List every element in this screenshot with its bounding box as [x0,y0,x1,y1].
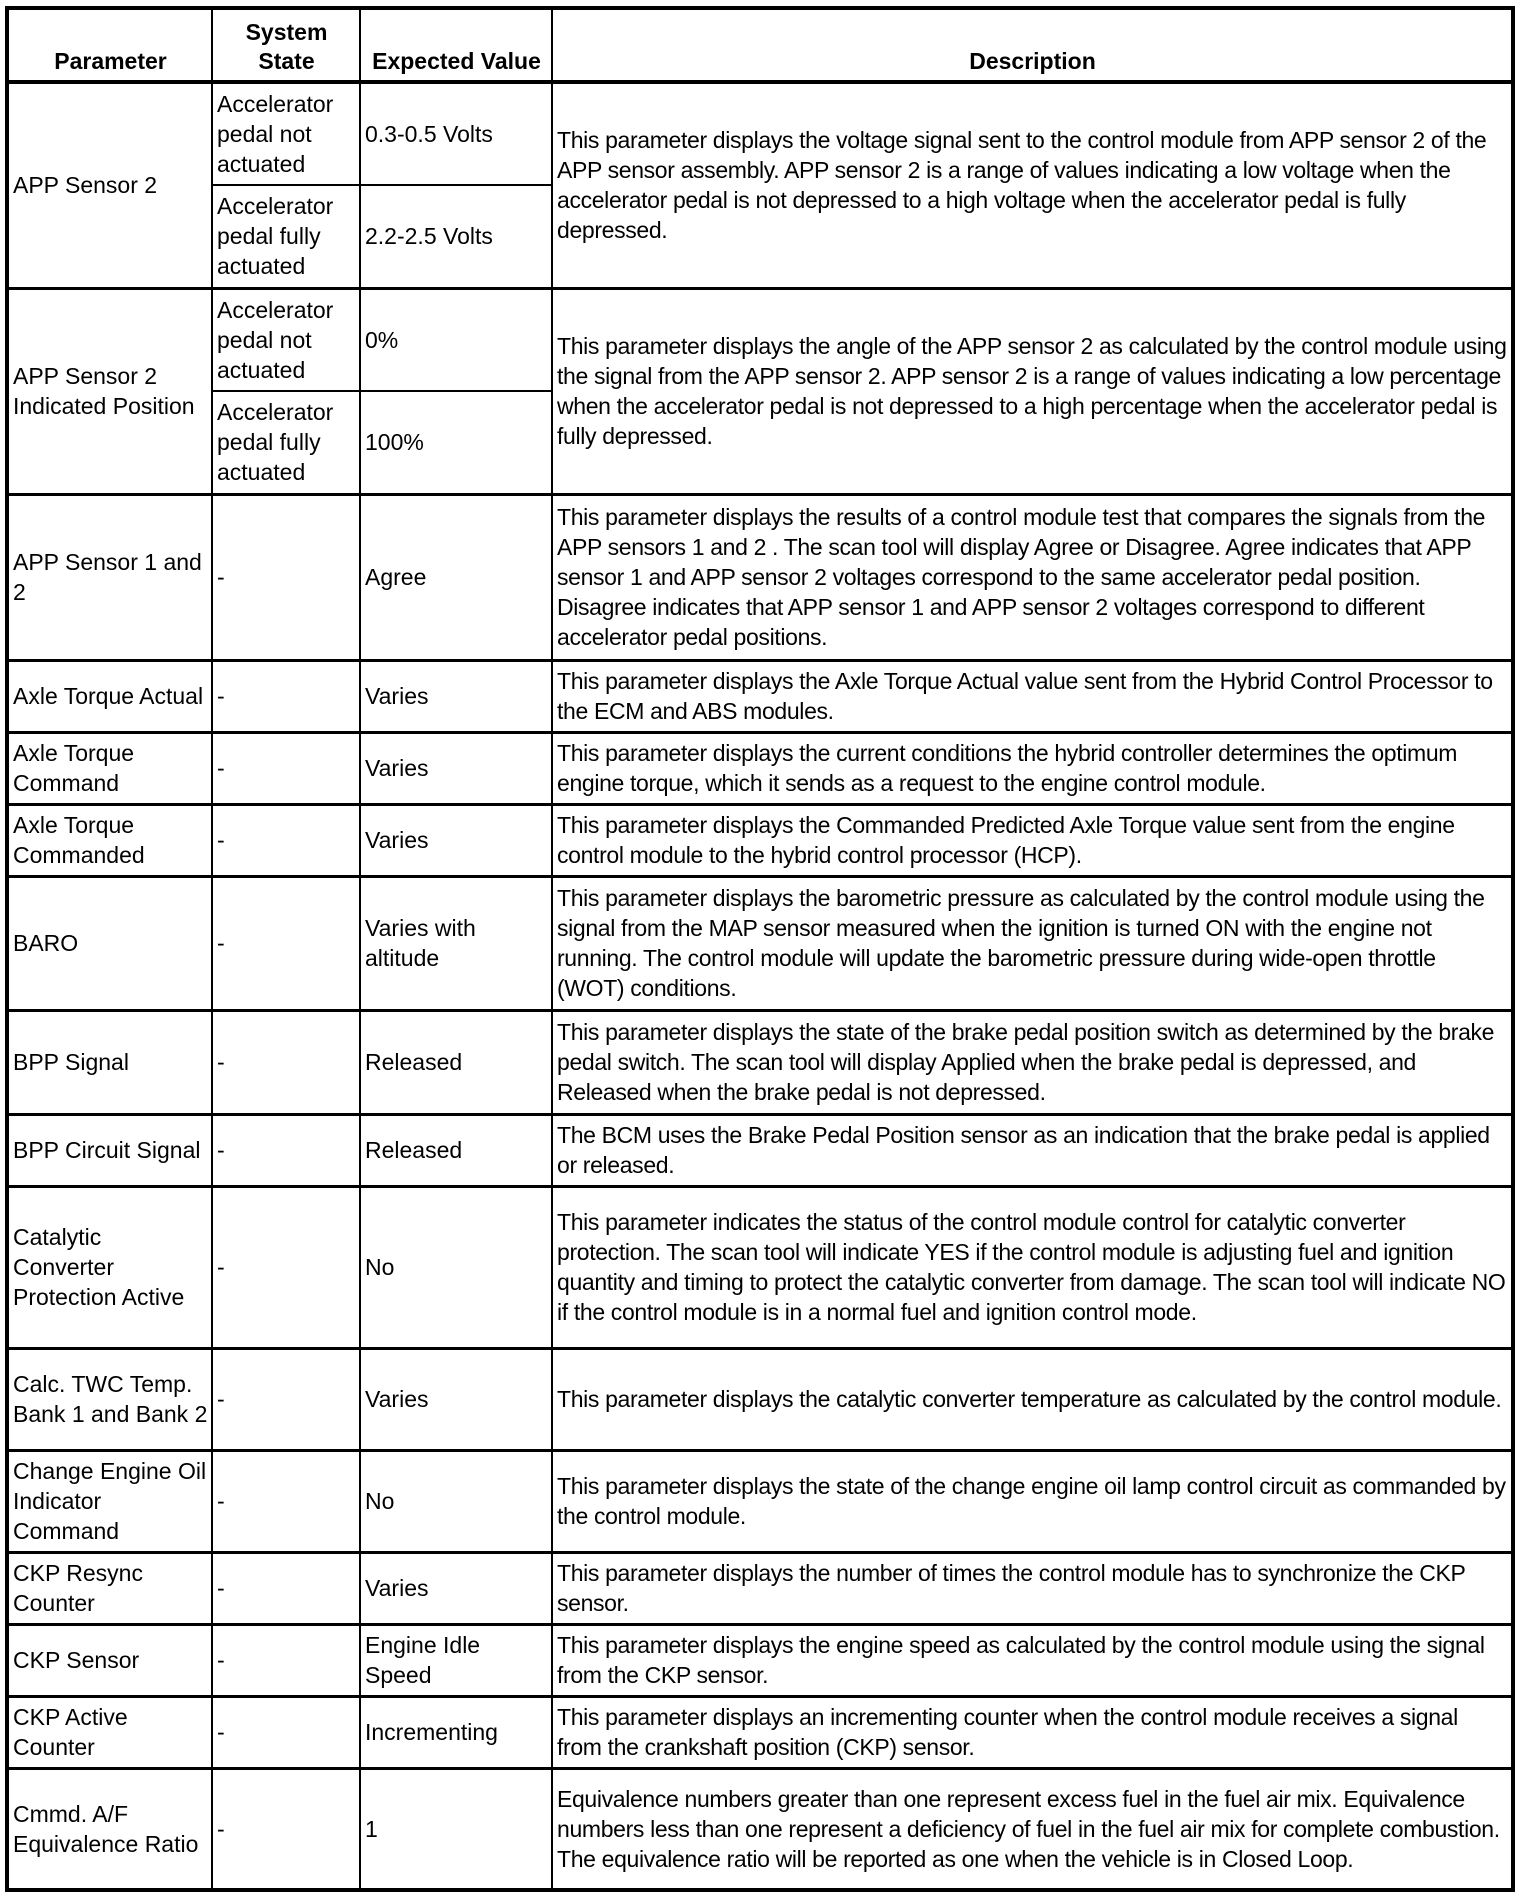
parameter-cell: Catalytic Converter Protection Active [7,1186,212,1348]
parameter-cell: APP Sensor 2 [7,82,212,288]
system-state-cell: - [212,1348,360,1450]
expected-value-cell: 0% [360,288,552,391]
system-state-cell: - [212,1768,360,1890]
table-body [7,82,1513,1890]
table-row [7,82,1513,185]
parameter-table [5,6,1515,1892]
system-state-cell: - [212,1552,360,1624]
parameter-cell: BARO [7,876,212,1010]
system-state-cell: Accelerator pedal fully actuated [212,391,360,494]
system-state-cell: - [212,1450,360,1552]
description-cell: This parameter displays the angle of the APP sensor 2 as calculated by the control module using the signal from the APP sensor 2. APP sensor 2 is a range of values indicating a low percentage when the accelerator pedal is not depressed to a high percentage when the accelerator pedal is fully depressed. [552,288,1513,494]
parameter-cell: Calc. TWC Temp. Bank 1 and Bank 2 [7,1348,212,1450]
expected-value-cell: Released [360,1114,552,1186]
table-row [7,1450,1513,1552]
description-cell: This parameter displays the current conditions the hybrid controller determines the optimum engine torque, which it sends as a request to the engine control module. [552,732,1513,804]
table-row [7,1696,1513,1768]
description-cell: Equivalence numbers greater than one represent excess fuel in the fuel air mix. Equivalence numbers less than one represent a deficiency of fuel in the fuel air mix for complete combustion. The equivalence ratio will be reported as one when the vehicle is in Closed Loop. [552,1768,1513,1890]
expected-value-cell: Varies [360,804,552,876]
parameter-cell: APP Sensor 1 and 2 [7,494,212,660]
expected-value-cell: No [360,1186,552,1348]
description-cell: This parameter displays the catalytic converter temperature as calculated by the control module. [552,1348,1513,1450]
system-state-cell: - [212,876,360,1010]
description-cell: This parameter displays the Axle Torque Actual value sent from the Hybrid Control Processor to the ECM and ABS modules. [552,660,1513,732]
parameter-cell: CKP Active Counter [7,1696,212,1768]
system-state-cell: - [212,494,360,660]
system-state-cell: - [212,1624,360,1696]
table-row [7,1348,1513,1450]
system-state-cell: - [212,1114,360,1186]
description-cell: This parameter displays the voltage signal sent to the control module from APP sensor 2 of the APP sensor assembly. APP sensor 2 is a range of values indicating a low voltage when the accelerator pedal is not depressed to a high voltage when the accelerator pedal is fully depressed. [552,82,1513,288]
parameter-cell: BPP Signal [7,1010,212,1114]
table-row [7,494,1513,660]
table-row [7,1624,1513,1696]
system-state-cell: Accelerator pedal not actuated [212,82,360,185]
header-system-state: System State [212,8,360,82]
table-row [7,1114,1513,1186]
system-state-cell: - [212,660,360,732]
expected-value-cell: Varies [360,660,552,732]
expected-value-cell: Varies [360,732,552,804]
expected-value-cell: 2.2-2.5 Volts [360,185,552,288]
expected-value-cell: Released [360,1010,552,1114]
parameter-cell: Change Engine Oil Indicator Command [7,1450,212,1552]
system-state-cell: - [212,1010,360,1114]
header-row [7,8,1513,82]
table-row [7,804,1513,876]
table-header [7,8,1513,82]
description-cell: This parameter displays the number of times the control module has to synchronize the CKP sensor. [552,1552,1513,1624]
table-row [7,876,1513,1010]
expected-value-cell: Varies with altitude [360,876,552,1010]
system-state-cell: - [212,732,360,804]
system-state-cell: - [212,1186,360,1348]
header-description: Description [552,8,1513,82]
header-expected-value: Expected Value [360,8,552,82]
system-state-cell: Accelerator pedal fully actuated [212,185,360,288]
description-cell: This parameter displays the results of a control module test that compares the signals from the APP sensors 1 and 2 . The scan tool will display Agree or Disagree. Agree indicates that APP sensor 1 and APP sensor 2 voltages correspond to the same accelerator pedal position. Disagree indicates that APP sensor 1 and APP sensor 2 voltages correspond to different accelerator pedal positions. [552,494,1513,660]
parameter-cell: Axle Torque Actual [7,660,212,732]
description-cell: This parameter displays the state of the change engine oil lamp control circuit as commanded by the control module. [552,1450,1513,1552]
parameter-cell: Cmmd. A/F Equivalence Ratio [7,1768,212,1890]
parameter-cell: BPP Circuit Signal [7,1114,212,1186]
table-row [7,1010,1513,1114]
table-row [7,732,1513,804]
description-cell: The BCM uses the Brake Pedal Position sensor as an indication that the brake pedal is applied or released. [552,1114,1513,1186]
parameter-cell: CKP Resync Counter [7,1552,212,1624]
system-state-cell: Accelerator pedal not actuated [212,288,360,391]
expected-value-cell: 100% [360,391,552,494]
expected-value-cell: 0.3-0.5 Volts [360,82,552,185]
description-cell: This parameter indicates the status of the control module control for catalytic converter protection. The scan tool will indicate YES if the control module is adjusting fuel and ignition quantity and timing to protect the catalytic converter from damage. The scan tool will indicate NO if the control module is in a normal fuel and ignition control mode. [552,1186,1513,1348]
description-cell: This parameter displays the barometric pressure as calculated by the control module using the signal from the MAP sensor measured when the ignition is turned ON with the engine not running. The control module will update the barometric pressure during wide-open throttle (WOT) conditions. [552,876,1513,1010]
expected-value-cell: Varies [360,1348,552,1450]
table-row [7,1186,1513,1348]
description-cell: This parameter displays the state of the brake pedal position switch as determined by the brake pedal switch. The scan tool will display Applied when the brake pedal is depressed, and Released when the brake pedal is not depressed. [552,1010,1513,1114]
expected-value-cell: Incrementing [360,1696,552,1768]
table-row [7,1768,1513,1890]
expected-value-cell: Engine Idle Speed [360,1624,552,1696]
description-cell: This parameter displays an incrementing counter when the control module receives a signal from the crankshaft position (CKP) sensor. [552,1696,1513,1768]
parameter-cell: Axle Torque Command [7,732,212,804]
table-row [7,1552,1513,1624]
system-state-cell: - [212,1696,360,1768]
parameter-cell: CKP Sensor [7,1624,212,1696]
description-cell: This parameter displays the engine speed as calculated by the control module using the signal from the CKP sensor. [552,1624,1513,1696]
expected-value-cell: Varies [360,1552,552,1624]
header-parameter: Parameter [7,8,212,82]
expected-value-cell: Agree [360,494,552,660]
system-state-cell: - [212,804,360,876]
expected-value-cell: 1 [360,1768,552,1890]
description-cell: This parameter displays the Commanded Predicted Axle Torque value sent from the engine control module to the hybrid control processor (HCP). [552,804,1513,876]
expected-value-cell: No [360,1450,552,1552]
table-row [7,288,1513,391]
table-row [7,660,1513,732]
parameter-cell: Axle Torque Commanded [7,804,212,876]
parameter-cell: APP Sensor 2 Indicated Position [7,288,212,494]
